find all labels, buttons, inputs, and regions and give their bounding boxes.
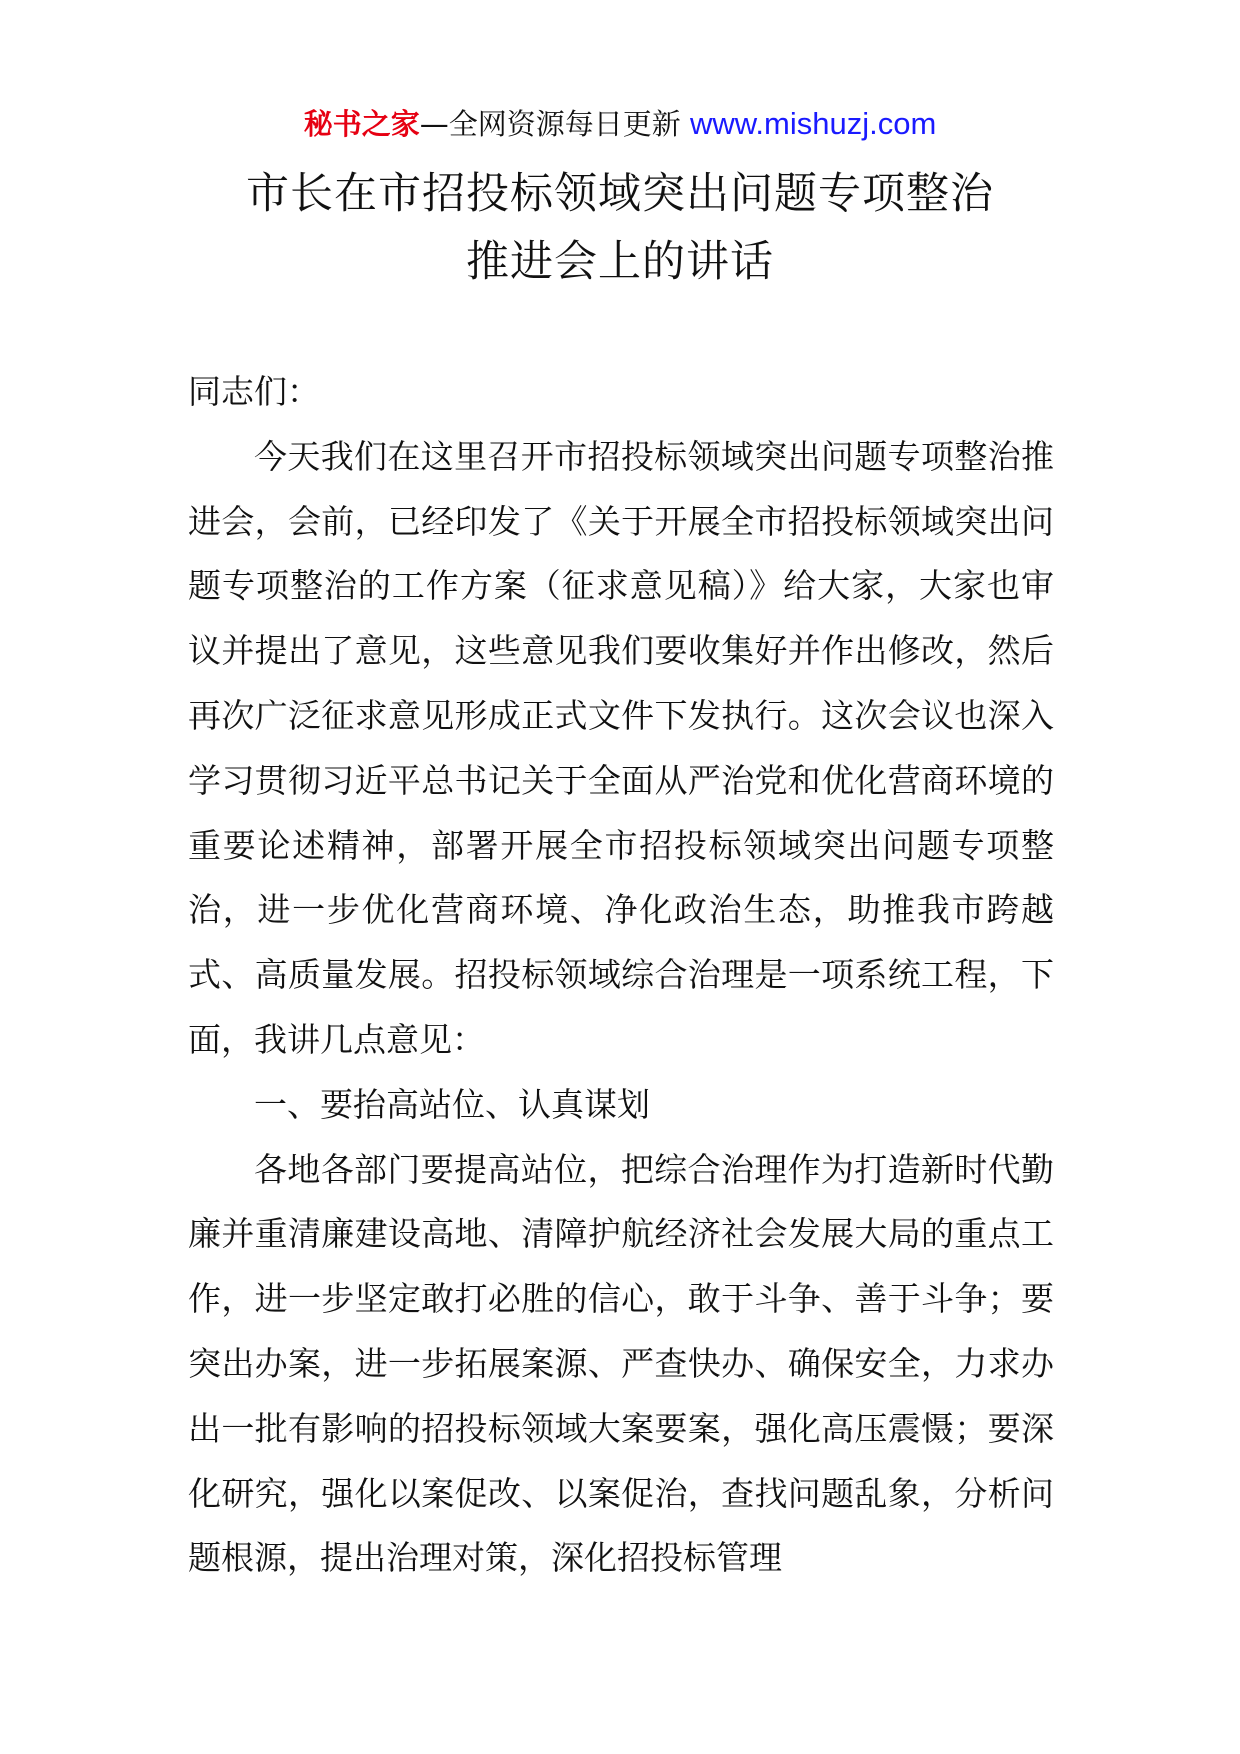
watermark-header — [0, 104, 1240, 144]
paragraph: 各地各部门要提高站位，把综合治理作为打造新时代勤廉并重清廉建设高地、清障护航经济社会发展大局的重点工作，进一步坚定敢打必胜的信心，敢于斗争、善于斗争；要突出办案，进一步拓展案源、严查快办、确保安全，力求办出一批有影响的招投标领域大案要案，强化高压震慑；要深化研究，强化以案促改、以案促治，查找问题乱象，分析问题根源，提出治理对策，深化招投标管理 — [188, 1149, 1054, 1578]
document-body — [188, 360, 1054, 1591]
salutation: 同志们： — [188, 372, 320, 411]
document-title-line2: 推进会上的讲话 — [466, 237, 774, 287]
section-heading: 一、要抬高站位、认真谋划 — [254, 1084, 650, 1124]
brand-name: 秘书之家 — [303, 107, 420, 141]
brand-tagline: —全网资源每日更新 — [419, 107, 681, 141]
document-title-line1: 市长在市招投标领域突出问题专项整治 — [246, 169, 994, 219]
site-url[interactable]: www.mishuzj.com — [689, 106, 937, 141]
paragraph: 今天我们在这里召开市招投标领域突出问题专项整治推进会，会前，已经印发了《关于开展全市招投标领域突出问题专项整治的工作方案（征求意见稿）》给大家，大家也审议并提出了意见，这些意见我们要收集好并作出修改，然后再次广泛征求意见形成正式文件下发执行。这次会议也深入学习贯彻习近平总书记关于全面从严治党和优化营商环境的重要论述精神，部署开展全市招投标领域突出问题专项整治，进一步优化营商环境、净化政治生态，助推我市跨越式、高质量发展。招投标领域综合治理是一项系统工程，下面，我讲几点意见： — [188, 436, 1054, 1059]
